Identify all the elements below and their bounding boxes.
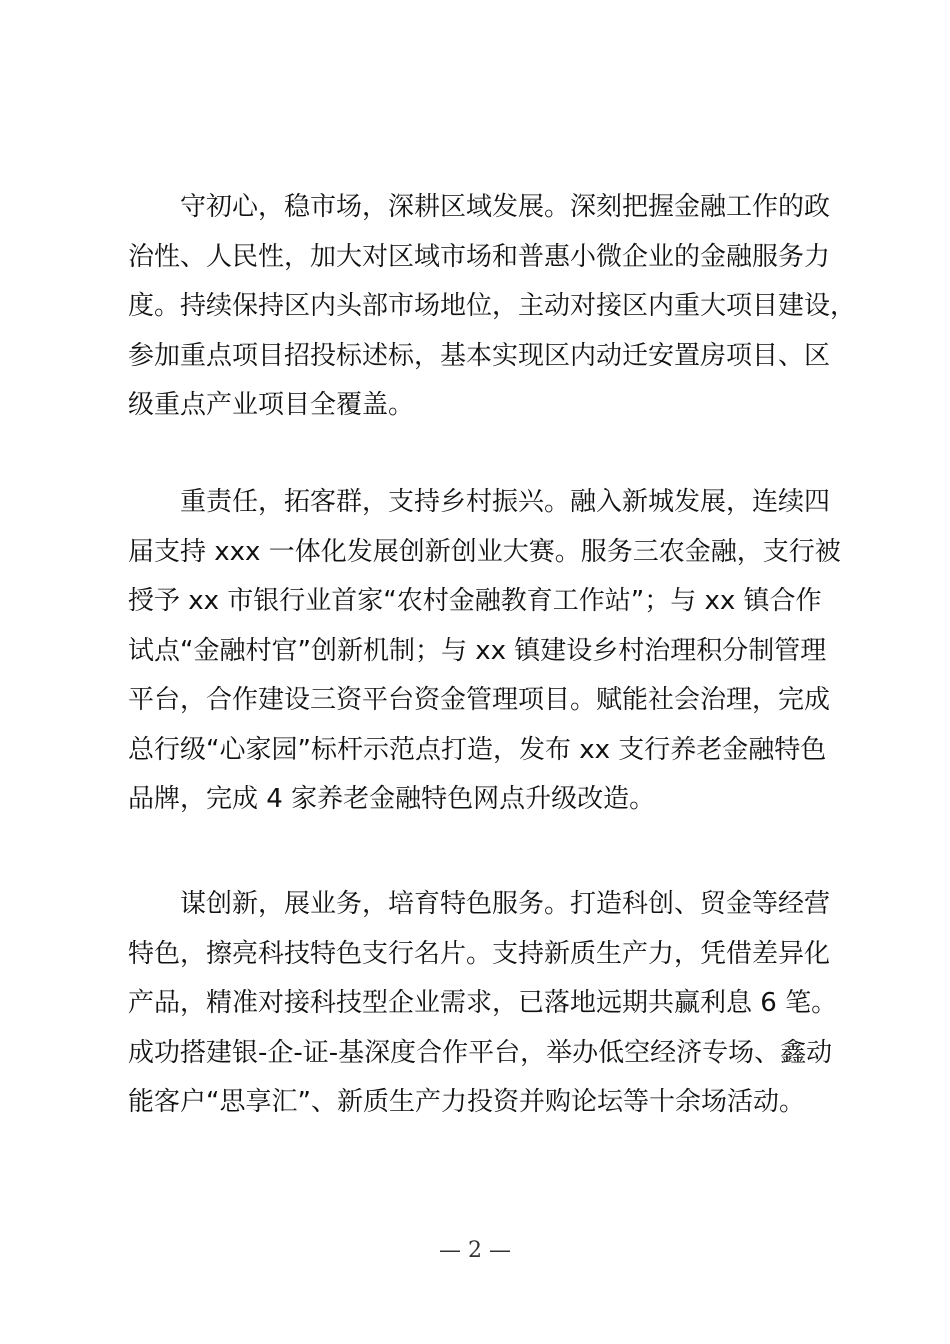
paragraph-line: 特色，擦亮科技特色支行名片。支持新质生产力，凭借差异化	[128, 938, 831, 969]
paragraph-line: 守初心，稳市场，深耕区域发展。深刻把握金融工作的政	[180, 192, 831, 222]
paragraph-line: 级重点产业项目全覆盖。	[128, 390, 415, 420]
paragraph-line: 谋创新，展业务，培育特色服务。打造科创、贸金等经营	[180, 889, 831, 919]
paragraph-rural-revitalization	[128, 478, 844, 825]
paragraph-innovation-services	[128, 880, 844, 1128]
paragraph-line: 产品，精准对接科技型企业需求，已落地远期共赢利息 6 笔。	[128, 988, 838, 1018]
paragraph-line: 试点“金融村官”创新机制；与 xx 镇建设乡村治理积分制管理	[128, 635, 827, 666]
paragraph-line: 度。持续保持区内头部市场地位，主动对接区内重大项目建设，	[128, 291, 857, 321]
paragraph-regional-development	[128, 183, 857, 431]
paragraph-line: 授予 xx 市银行业首家“农村金融教育工作站”；与 xx 镇合作	[128, 586, 822, 616]
paragraph-line: 总行级“心家园”标杆示范点打造，发布 xx 支行养老金融特色	[128, 734, 827, 765]
paragraph-line: 重责任，拓客群，支持乡村振兴。融入新城发展，连续四	[180, 487, 831, 517]
paragraph-line: 成功搭建银-企-证-基深度合作平台，举办低空经济专场、鑫动	[128, 1037, 833, 1068]
paragraph-line: 品牌，完成 4 家养老金融特色网点升级改造。	[128, 784, 656, 814]
paragraph-line: 平台，合作建设三资平台资金管理项目。赋能社会治理，完成	[128, 685, 831, 715]
page-number: — 2 —	[439, 1238, 511, 1263]
paragraph-line: 能客户“思享汇”、新质生产力投资并购论坛等十余场活动。	[128, 1087, 805, 1117]
paragraph-line: 届支持 xxx 一体化发展创新创业大赛。服务三农金融，支行被	[128, 536, 841, 567]
paragraph-line: 参加重点项目招投标述标，基本实现区内动迁安置房项目、区	[128, 340, 831, 371]
paragraph-line: 治性、人民性，加大对区域市场和普惠小微企业的金融服务力	[128, 241, 831, 272]
